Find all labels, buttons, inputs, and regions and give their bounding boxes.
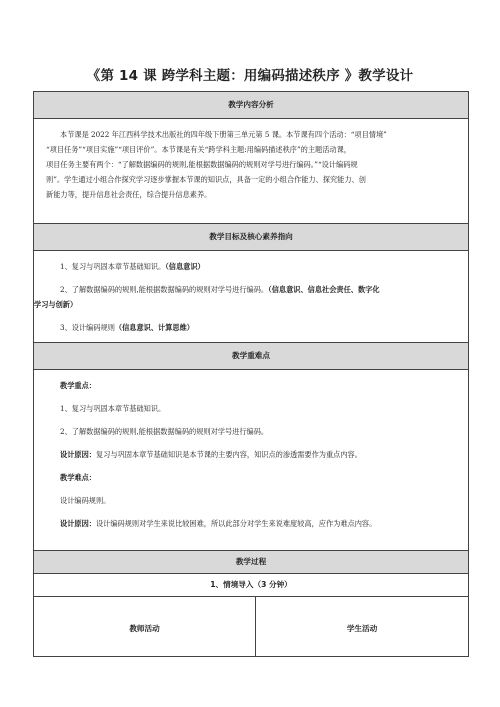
goal-text: 3、设计编码规则 — [60, 323, 115, 332]
goal-text: 2、了解数据编码的规则,能根据数据编码的规则对学号进行编码。 — [60, 285, 269, 294]
activity-columns — [34, 597, 468, 656]
goal-tag: （信息意识、计算思维） — [114, 323, 194, 332]
section-header-content-analysis: 教学内容分析 — [34, 92, 468, 119]
document-title: 《第 14 课 跨学科主题：用编码描述秩序 》教学设计 — [86, 68, 414, 84]
focus-label: 教学重点： — [60, 381, 96, 390]
student-activity-header: 学生活动 — [346, 624, 378, 633]
focus-reason: 设计原因：复习与巩固本章节基础知识是本节课的主要内容，知识点的渗透需要作为重点内容。 — [60, 450, 362, 459]
difficulty-item: 设计编码规则。 — [60, 496, 111, 505]
process-step-title: 1、情境导入（3 分钟） — [34, 574, 468, 597]
content-line: 本节课是 2022 年江西科学技术出版社的四年级下册第三单元第 5 课。本节课有四个活动：“项目情境” — [60, 130, 387, 139]
focus-item: 1、复习与巩固本章节基础知识。 — [60, 404, 166, 413]
goal-item-continued — [34, 297, 468, 312]
goal-item — [34, 320, 468, 335]
lesson-plan-table — [33, 91, 469, 657]
content-line: 项目任务主要有两个：“了解数据编码的规则,能根据数据编码的规则对学号进行编码。”“设计编码规 — [46, 160, 358, 169]
content-line: “项目任务”“项目实施”“项目评价”。本节课是有关“跨学科主题:用编码描述秩序”的主题活动课， — [46, 145, 351, 154]
content-line: 新能力等，提升信息社会责任，综合提升信息素养。 — [46, 190, 212, 199]
goal-text: 1、复习与巩固本章节基础知识。 — [60, 262, 166, 271]
difficulty-reason: 设计原因：设计编码规则对学生来说比较困难，所以此部分对学生来说难度较高，应作为难点内容。 — [60, 519, 377, 528]
section-header-process: 教学过程 — [34, 551, 468, 574]
key-points-body — [34, 370, 468, 551]
content-analysis-body — [34, 119, 468, 224]
goal-tag: （信息意识） — [165, 262, 205, 271]
difficulty-label: 教学难点： — [60, 473, 96, 482]
goal-item — [34, 282, 468, 297]
goal-tag: 学习与创新） — [34, 300, 78, 309]
teacher-activity-header: 教师活动 — [34, 597, 256, 656]
goals-body — [34, 251, 468, 343]
section-header-key-points: 教学重难点 — [34, 343, 468, 370]
content-line: 则”。学生通过小组合作探究学习逐步掌握本节课的知识点，具备一定的小组合作能力、探究能力、创 — [46, 175, 366, 184]
focus-item: 2、了解数据编码的规则,能根据数据编码的规则对学号进行编码。 — [60, 427, 269, 436]
goal-item — [34, 259, 468, 274]
section-header-goals: 教学目标及核心素养指向 — [34, 224, 468, 251]
goal-tag: （信息意识、信息社会责任、数字化 — [268, 285, 380, 294]
